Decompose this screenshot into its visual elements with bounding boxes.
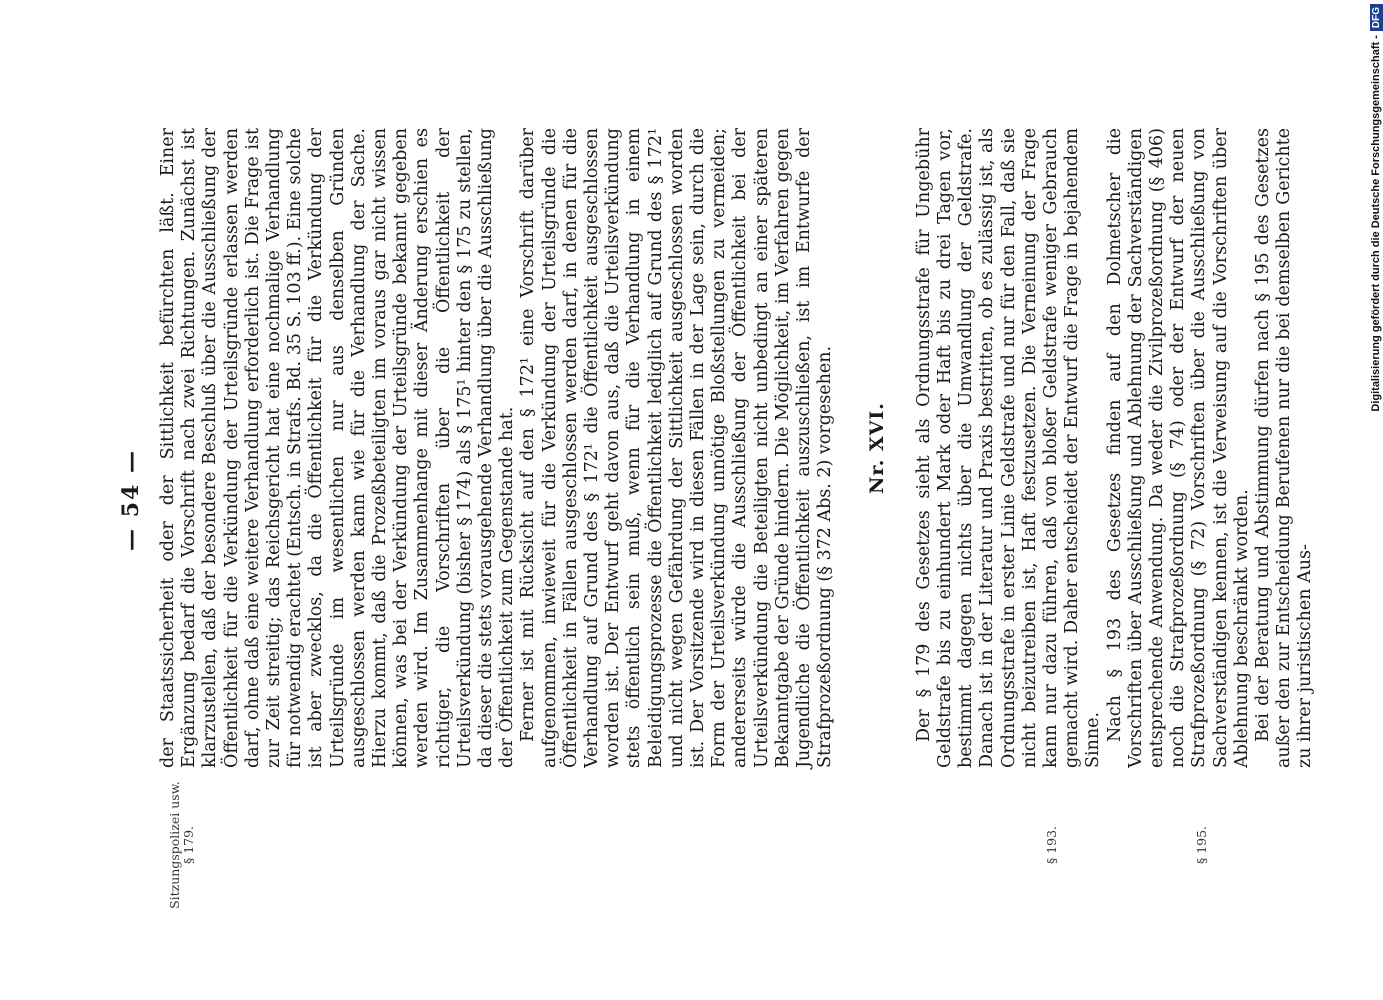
margin-note-195: § 195. (1194, 825, 1209, 865)
paragraph: Ferner ist mit Rücksicht auf den § 172¹ eine Vorschrift darüber aufgenommen, inwieweit für die Verkündung der Urteilsgründe die Öffentlichkeit in Fällen ausgeschlossen werden darf, in denen für die Verhandlung auf Grund des § 172¹ die Öffentlichkeit ausgeschlossen worden ist. Der Entwurf geht davon aus, daß die Urteilsverkündung stets öffentlich sein muß, wenn für die Verhandlung in einem Beleidigungsprozesse die Öffentlichkeit lediglich auf Grund des § 172¹ und nicht wegen Gefährdung der Sittlichkeit ausgeschlossen worden ist. Der Vorsitzende wird in diesen Fällen in der Lage sein, durch die Form der Urteilsverkündung unnötige Bloßstellungen zu vermeiden; andererseits würde die Ausschließung der Öffentlichkeit bei der Urteilsverkündung die Beteiligten nicht unbedingt an einer späteren Bekanntgabe der Gründe hindern. Die Möglichkeit, im Verfahren gegen Jugendliche die Öffentlichkeit auszuschließen, ist im Entwurfe der Strafprozeßordnung (§ 372 Abs. 2) vorgesehen. (518, 128, 836, 768)
credit-text: Digitalisierung gefördert durch die Deutsche Forschungsgemeinschaft - (1370, 35, 1382, 412)
margin-note-179: Sitzungspolizei usw. § 179. (167, 781, 196, 909)
paragraph: Bei der Beratung und Abstimmung dürfen nach § 195 des Gesetzes außer den zur Entscheidung Berufenen nur die bei demselben Gerichte zu ihrer juristischen Aus- (1252, 128, 1316, 768)
dfg-logo: DFG (1370, 4, 1383, 31)
main-text (158, 128, 1317, 768)
paragraph: der Staatssicherheit oder der Sittlichkeit befürchten läßt. Einer Ergänzung bedarf die Vorschrift nach zwei Richtungen. Zunächst ist klarzustellen, daß der besondere Beschluß über die Ausschließung der Öffentlichkeit für die Verkündung der Urteilsgründe erlassen werden darf, ohne daß eine weitere Verhandlung erforderlich ist. Die Frage ist zur Zeit streitig; das Reichsgericht hat eine nochmalige Verhandlung für notwendig erachtet (Entsch. in Strafs. Bd. 35 S. 103 ff.). Eine solche ist aber zwecklos, da die Öffentlichkeit für die Verkündung der Urteilsgründe im wesentlichen nur aus denselben Gründen ausgeschlossen werden kann wie für die Verhandlung der Sache. Hierzu kommt, daß die Prozeßbeteiligten im voraus gar nicht wissen können, was bei der Verkündung der Urteilsgründe bekannt gegeben werden wird. Im Zusammenhange mit dieser Änderung erschien es richtiger, die Vorschriften über die Öffentlichkeit der Urteilsverkündung (bisher § 174) als § 175¹ hinter den § 175 zu stellen, da dieser die stets vorausgehende Verhandlung über die Ausschließung der Öffentlichkeit zum Gegenstande hat. (158, 128, 518, 768)
page-number: — 54 — (118, 449, 144, 551)
paragraph: Der § 179 des Gesetzes sieht als Ordnungsstrafe für Ungebühr Geldstrafe bis zu einhundert Mark oder Haft bis zu drei Tagen vor, bestimmt dagegen nichts über die Umwandlung der Geldstrafe. Danach ist in der Literatur und Praxis bestritten, ob es zulässig ist, als Ordnungsstrafe in erster Linie Geldstrafe und nur für den Fall, daß sie nicht beizutreiben ist, Haft festzusetzen. Die Verneinung der Frage kann nur dazu führen, daß von bloßer Geldstrafe weniger Gebrauch gemacht wird. Daher entscheidet der Entwurf die Frage in bejahendem Sinne. (913, 128, 1104, 768)
section-title: Nr. XVI. (865, 402, 888, 494)
margin-note-193: § 193. (1044, 825, 1059, 865)
digitization-credit (1366, 4, 1383, 996)
paragraph: Nach § 193 des Gesetzes finden auf den Dolmetscher die Vorschriften über Ausschließung und Ablehnung der Sachverständigen entsprechende Anwendung. Da weder die Zivilprozeßordnung (§ 406) noch die Strafprozeßordnung (§ 74) oder der Entwurf der neuen Strafprozeßordnung (§ 72) Vorschriften über die Ausschließung von Sachverständigen kennen, ist die Verweisung auf die Vorschriften über Ablehnung beschränkt worden. (1104, 128, 1252, 768)
